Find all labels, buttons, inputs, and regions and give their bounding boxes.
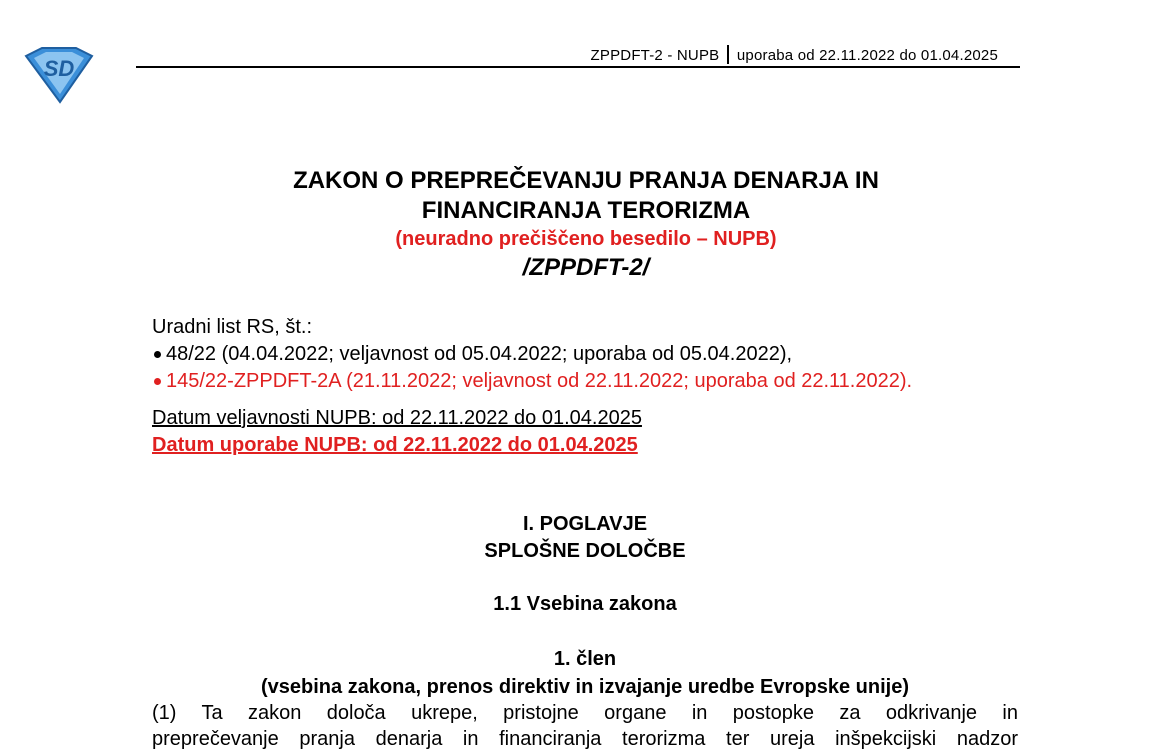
header-doc-code: ZPPDFT-2 - NUPB [590,47,720,64]
gazette-item [152,368,912,395]
law-title-line2: FINANCIRANJA TERORIZMA [421,197,751,224]
header-usage-period: uporaba od 22.11.2022 do 01.04.2025 [736,47,998,64]
publisher-logo-icon [22,46,96,104]
official-gazette-block [152,314,912,395]
usage-date: Datum uporabe NUPB: od 22.11.2022 do 01.04.2025 [152,434,638,456]
gazette-item-text: 48/22 (04.04.2022; veljavnost od 05.04.2022; uporaba od 05.04.2022), [166,343,793,365]
header-separator [727,45,729,64]
article-number: 1. člen [553,648,617,670]
law-title-line1: ZAKON O PREPREČEVANJU PRANJA DENARJA IN [293,167,879,194]
gazette-item-text: 145/22-ZPPDFT-2A (21.11.2022; veljavnost od 22.11.2022; uporaba od 22.11.2022). [166,370,913,392]
article-heading [135,645,1035,701]
law-abbreviation: /ZPPDFT-2/ [522,254,650,281]
article-subject: (vsebina zakona, prenos direktiv in izvajanje uredbe Evropske unije) [261,676,909,698]
gazette-item [152,341,912,368]
svg-text:SD: SD [43,56,75,81]
bullet-icon [154,351,161,358]
chapter-heading [135,511,1035,565]
paragraph-line: (1) Ta zakon določa ukrepe, pristojne organe in postopke za odkrivanje in [152,702,1018,724]
gazette-label: Uradni list RS, št.: [152,316,313,338]
law-title [136,166,1036,226]
running-header [136,44,1020,68]
article-paragraph [152,700,1018,752]
chapter-number: I. POGLAVJE [522,513,648,535]
paragraph-line: preprečevanje pranja denarja in financiranja terorizma ter ureja inšpekcijski nadzor [152,728,1018,750]
chapter-name: SPLOŠNE DOLOČBE [484,540,686,562]
validity-date: Datum veljavnosti NUPB: od 22.11.2022 do 01.04.2025 [152,407,642,429]
nupb-dates [152,405,642,459]
bullet-icon [154,378,161,385]
section-heading: 1.1 Vsebina zakona [493,593,677,615]
law-subtitle: (neuradno prečiščeno besedilo – NUPB) [395,228,777,250]
